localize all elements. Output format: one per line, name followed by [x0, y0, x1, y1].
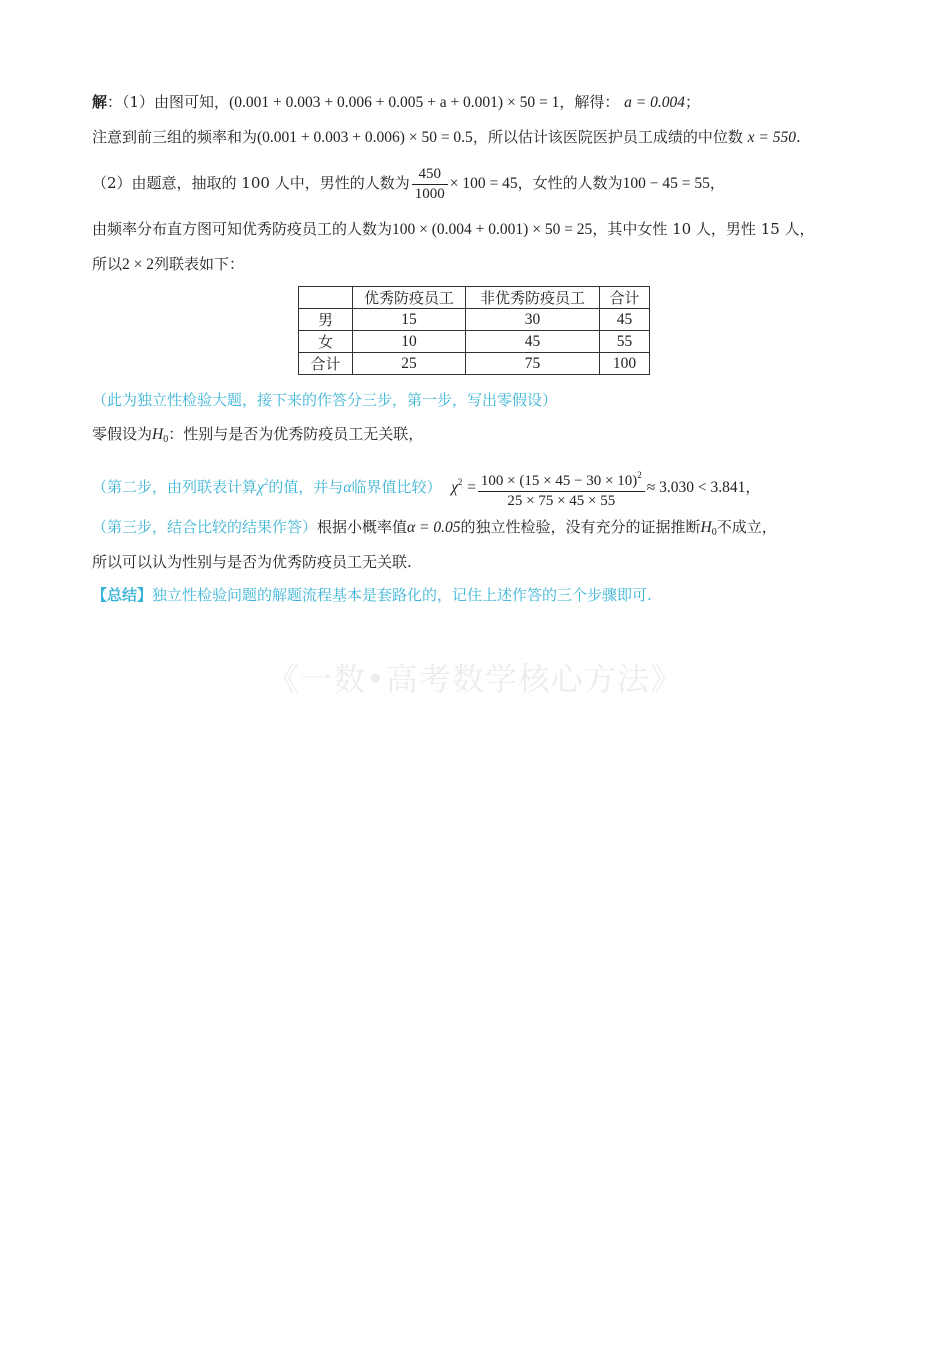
chi-numerator: [478, 466, 645, 492]
null-hypothesis-line: [92, 424, 423, 450]
chi-square-line: [92, 462, 760, 511]
gender-breakdown: ，其中女性 10 人，男性 15 人，: [592, 220, 815, 238]
step2-note-b: 的值，并与: [268, 478, 344, 496]
table-intro: 所以: [92, 255, 123, 273]
table-cell: 75: [466, 353, 600, 375]
summary-line: [92, 585, 652, 605]
chi-lhs: χ: [451, 479, 458, 496]
row-label: 女: [299, 331, 353, 353]
part1-intro: ：（1）由图可知，: [107, 93, 230, 111]
part2-intro: （2）由题意，抽取的 100 人中，男性的人数为: [92, 174, 410, 192]
table-cell: 45: [466, 331, 600, 353]
header-cell: [299, 287, 353, 309]
female-text: ，女性的人数为: [517, 174, 623, 192]
step3-text-b: 的独立性检验，没有充分的证据推断: [460, 518, 701, 536]
a-value: a = 0.004: [624, 94, 685, 111]
chi-end: ，: [745, 478, 761, 496]
chi-numerator-sup: 2: [637, 469, 642, 480]
table-cell: 15: [353, 309, 466, 331]
female-count-math: 100 − 45 = 55: [622, 175, 710, 192]
h0-subscript: 0: [163, 434, 169, 445]
chi-numerator-text: 100 × (15 × 45 − 30 × 10): [480, 472, 638, 489]
watermark: 《一数•高考数学核心方法》: [267, 660, 683, 698]
line2-end: .: [795, 128, 801, 146]
median-value: x = 550: [747, 129, 796, 146]
male-count-math: × 100 = 45: [449, 175, 518, 192]
excellent-count-math: 100 × (0.004 + 0.001) × 50 = 25: [392, 221, 593, 238]
alpha-value: α = 0.05: [407, 519, 461, 536]
fraction-numerator: 450: [412, 165, 448, 185]
table-cell: 100: [600, 353, 650, 375]
step3-text-c: 不成立，: [716, 518, 777, 536]
chi-denominator: 25 × 75 × 45 × 55: [507, 492, 616, 509]
step3-line: [92, 517, 777, 543]
solution-label: 解: [92, 93, 108, 111]
step1-note: （此为独立性检验大题，接下来的作答分三步，第一步，写出零假设）: [92, 391, 558, 409]
median-text: ，所以估计该医院医护员工成绩的中位数: [472, 128, 743, 146]
table-cell: 55: [600, 331, 650, 353]
male-fraction: [412, 165, 448, 204]
solution-line-4: [92, 219, 815, 240]
median-intro: 注意到前三组的频率和为: [92, 128, 258, 146]
header-cell: 合计: [600, 287, 650, 309]
step2-chi: χ: [257, 479, 264, 496]
table-cell: 45: [600, 309, 650, 331]
excellent-intro: 由频率分布直方图可知优秀防疫员工的人数为: [92, 220, 393, 238]
first-three-sum: (0.001 + 0.003 + 0.006) × 50 = 0.5: [257, 129, 473, 146]
fraction-denominator: 1000: [414, 185, 445, 202]
step2-chi-sup: 2: [263, 477, 269, 487]
solve-text: ，解得：: [559, 93, 620, 111]
header-cell: 非优秀防疫员工: [466, 287, 600, 309]
table-cell: 30: [466, 309, 600, 331]
step2-note-c: 临界值比较）: [351, 478, 442, 496]
solution-line-2: [92, 127, 801, 148]
header-cell: 优秀防疫员工: [353, 287, 466, 309]
table-intro-end: 列联表如下：: [154, 255, 245, 273]
summary-tag: 【总结】: [92, 586, 153, 604]
table-cell: 25: [353, 353, 466, 375]
row-label: 合计: [299, 353, 353, 375]
summary-text: 独立性检验问题的解题流程基本是套路化的，记住上述作答的三个步骤即可.: [152, 586, 652, 604]
step3-text-a: 根据小概率值: [317, 518, 408, 536]
frequency-sum-equation: (0.001 + 0.003 + 0.006 + 0.005 + a + 0.001) × 50 = 1: [229, 94, 560, 111]
chi-square-fraction: [478, 466, 645, 511]
h0-statement: ：性别与是否为优秀防疫员工无关联，: [168, 425, 424, 443]
line1-end: ；: [684, 93, 700, 111]
table-row: [299, 309, 650, 331]
h0-symbol: H: [152, 426, 164, 443]
solution-line-1: [92, 92, 700, 113]
table-header-row: [299, 287, 650, 309]
table-size: 2 × 2: [122, 256, 155, 273]
step2-note-a: （第二步，由列联表计算: [92, 478, 258, 496]
chi-lhs-sup: 2: [457, 477, 463, 487]
h0-subscript-2: 0: [711, 527, 717, 538]
step3-note: （第三步，结合比较的结果作答）: [92, 518, 318, 536]
h0-prefix: 零假设为: [92, 425, 153, 443]
chi-result: ≈ 3.030 < 3.841: [646, 479, 746, 496]
row-label: 男: [299, 309, 353, 331]
table-row: [299, 331, 650, 353]
line3-end: ，: [709, 174, 725, 192]
step2-alpha: α: [343, 479, 352, 496]
h0-symbol-2: H: [700, 519, 712, 536]
table-cell: 10: [353, 331, 466, 353]
solution-line-3: [92, 163, 725, 204]
solution-line-5: [92, 254, 244, 275]
table-row: [299, 353, 650, 375]
contingency-table: [298, 286, 650, 375]
conclusion-line: 所以可以认为性别与是否为优秀防疫员工无关联.: [92, 553, 412, 571]
chi-equals: =: [467, 479, 476, 496]
